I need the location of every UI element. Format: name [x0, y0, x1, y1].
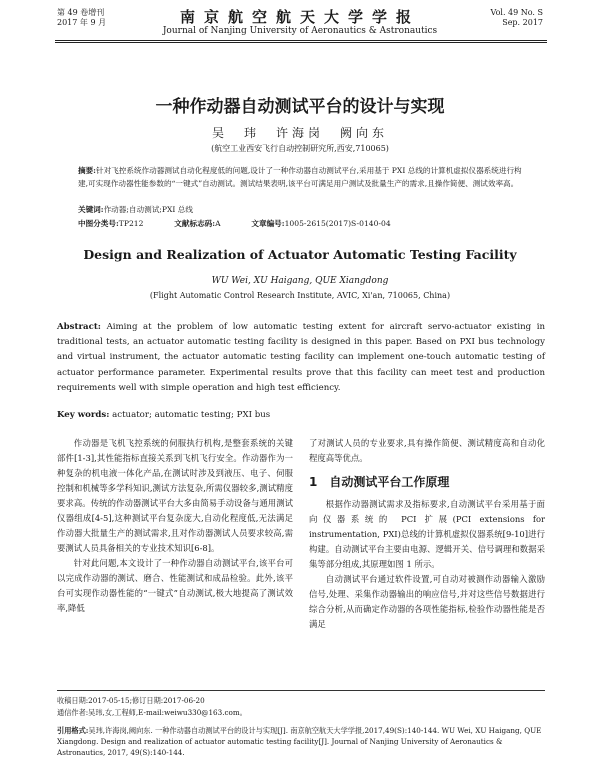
citation-label: 引用格式: [57, 726, 89, 735]
body-left-column [57, 436, 293, 616]
journal-title-cn: 南京航空航天大学学报 [179, 8, 420, 26]
abstract-cn-label: 摘要: [78, 166, 96, 175]
keywords-en [57, 410, 545, 420]
citation-text: 吴玮,许海岗,阙向东. 一种作动器自动测试平台的设计与实现[J]. 南京航空航天大学学报,2017,49(S):140-144. WU Wei, XU Haigang, QUE Xiangdong. Design and realization of actuator automatic testing facility[J]. Journal of Nanjing University of Aeronautics & Astronautics, 2017, 49(S):140-144. [57, 726, 542, 757]
keywords-cn-label: 关键词: [78, 205, 104, 214]
keywords-en-label: Key words: [57, 410, 110, 420]
body-paragraph: 针对此问题,本文设计了一种作动器自动测试平台,该平台可以完成作动器的测试、磨合、性能测试和成品检验。此外,该平台可实现作动器性能的“一键式”自动测试,极大地提高了测试效率,降低 [57, 558, 293, 613]
keywords-en-text: actuator; automatic testing; PXI bus [112, 410, 271, 420]
date-label-en: Sep. 2017 [502, 18, 543, 27]
clc-value: TP212 [118, 219, 144, 228]
body-paragraph: 作动器是飞机飞控系统的伺服执行机构,是整套系统的关键部件[1-3],其性能指标直接关系到飞机飞行安全。作动器作为一种复杂的机电液一体化产品,在测试时涉及到液压、电子、伺服控制和机械等多学科知识,测试方法复杂,所需仪器较多,测试精度要求高。传统的作动器测试平台大多由简易手动设备与通用测试仪器组成[4-5],这种测试平台复杂庞大,自动化程度低,无法满足作动器大批量生产的测试需求,且对作动器测试人员要求较高,需要测试人员具备相关的专业技术知识[6-8]。 [57, 438, 293, 553]
abstract-cn-text: 针对飞控系统作动器测试自动化程度低的问题,设计了一种作动器自动测试平台,采用基于 PXI 总线的计算机虚拟仪器系统进行构建,可实现作动器性能参数的“一键式”自动测试。测试结果表明,该平台可满足用户测试及批量生产的需求,且操作简便、测试效率高。 [78, 166, 522, 188]
affiliation-en: (Flight Automatic Control Research Institute, AVIC, Xi'an, 710065, China) [149, 291, 451, 300]
abstract-en-label: Abstract: [57, 322, 101, 332]
body-paragraph: 自动测试平台通过软件设置,可自动对被测作动器输入激励信号,处理、采集作动器输出的响应信号,并对这些信号数据进行综合分析,从而确定作动器的各项性能指标,检验作动器性能是否满足 [309, 574, 545, 629]
header-rule-2 [55, 42, 547, 43]
abstract-cn [78, 164, 528, 190]
keywords-cn-text: 作动器;自动测试;PXI 总线 [103, 205, 193, 214]
affiliation-cn: (航空工业西安飞行自动控制研究所,西安,710065) [211, 144, 389, 153]
article-no-label: 文章编号: [251, 219, 285, 228]
authors-cn: 吴 玮 许海岗 阙向东 [211, 126, 388, 140]
body-paragraph: 根据作动器测试需求及指标要求,自动测试平台采用基于面向仪器系统的 PCI 扩展(PCI extensions for instrumentation, PXI)总线的计算机虚拟仪器系统[9-10]进行构建。自动测试平台主要由电源、逻辑开关、信号调理和数据采集等部分组成,其原理如图 1 所示。 [309, 499, 545, 569]
volume-label: 第 49 卷增刊 [57, 8, 105, 17]
date-label: 2017 年 9 月 [57, 18, 107, 27]
footnote-citation [57, 725, 545, 758]
section-heading: 1 自动测试平台工作原理 [309, 475, 450, 489]
doc-code-label: 文献标志码: [174, 219, 216, 228]
volume-issue-en [491, 8, 543, 28]
footnote-received: 收稿日期:2017-05-15;修订日期:2017-06-20 [57, 696, 205, 705]
abstract-en-text: Aiming at the problem of low automatic testing extent for aircraft servo-actuator existing in traditional tests, an actuator automatic testing facility is designed in this paper. Based on PXI bus technology and virtual instrument, the actuator automatic testing facility can implement one-touch automatic testing of actuator performance parameter. Experimental results prove that this facility can meet test and production requirements well with simple operation and high test efficiency. [57, 322, 545, 393]
article-title-en: Design and Realization of Actuator Automatic Testing Facility [83, 247, 517, 262]
abstract-en [57, 320, 545, 396]
clc-label: 中图分类号: [78, 219, 119, 228]
header-rule [55, 40, 547, 41]
volume-label-en: Vol. 49 No. S [490, 8, 543, 17]
keywords-cn [78, 203, 528, 216]
journal-title-en: Journal of Nanjing University of Aeronautics & Astronautics [162, 26, 438, 36]
body-paragraph: 了对测试人员的专业要求,具有操作简便、测试精度高和自动化程度高等优点。 [309, 438, 545, 463]
authors-en: WU Wei, XU Haigang, QUE Xiangdong [211, 276, 389, 286]
article-title-cn: 一种作动器自动测试平台的设计与实现 [155, 97, 445, 117]
doc-code-value: A [215, 219, 221, 228]
footnote-rule [57, 690, 545, 691]
article-no-value: 1005-2615(2017)S-0140-04 [284, 219, 391, 228]
classification-line [78, 217, 548, 230]
body-right-column [309, 436, 545, 632]
footnote-corresponding: 通信作者:吴玮,女,工程师,E-mail:weiwu330@163.com。 [57, 708, 247, 717]
